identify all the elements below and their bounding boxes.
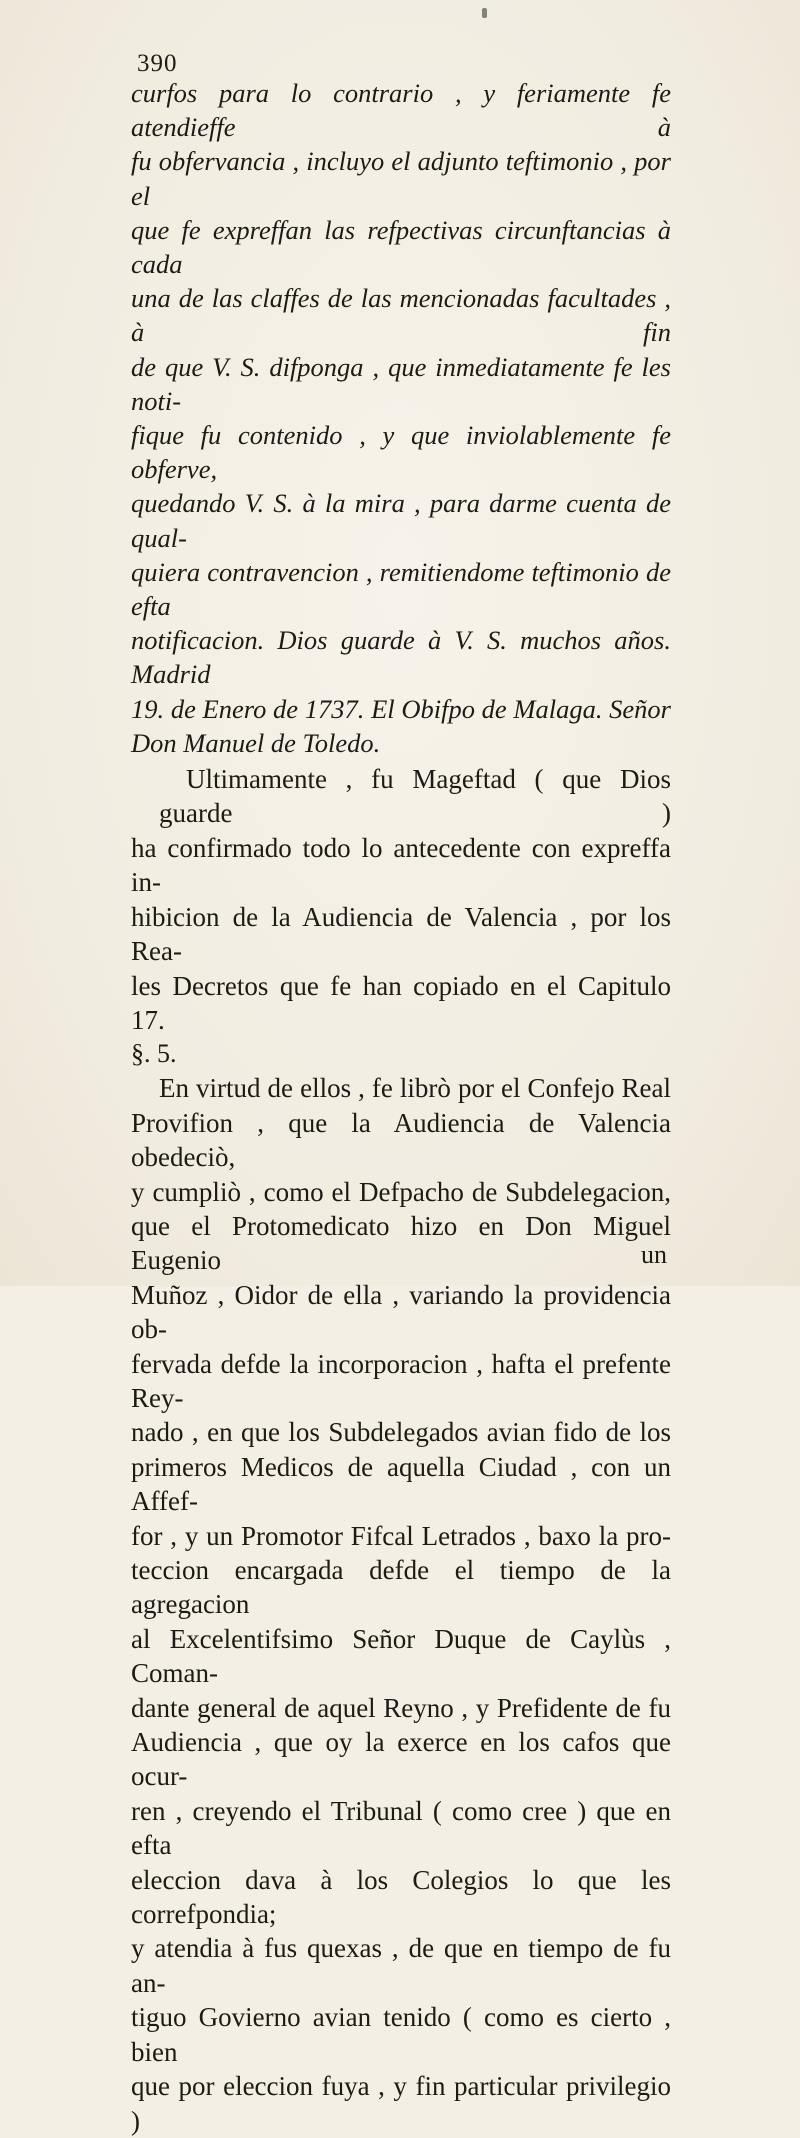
text-line: Muñoz , Oidor de ella , variando la providencia ob- xyxy=(131,1279,671,1345)
text-line: que fe expreffan las refpectivas circunftancias à cada xyxy=(131,214,671,280)
text-block xyxy=(131,76,671,2138)
text-line: quiera contravencion , remitiendome teftimonio de efta xyxy=(131,556,671,622)
paragraph-en-virtud xyxy=(131,1071,671,2138)
text-line: les Decretos que fe han copiado en el Capitulo 17. xyxy=(131,970,671,1035)
text-line: eleccion dava à los Colegios lo que les correfpondia; xyxy=(131,1864,671,1930)
text-line: Provifion , que la Audiencia de Valencia obedeciò, xyxy=(131,1107,671,1173)
text-line: dante general de aquel Reyno , y Prefidente de fu xyxy=(131,1692,671,1723)
text-line: curfos para lo contrario , y feriamente fe atendieffe à xyxy=(131,78,671,143)
text-line: al Excelentifsimo Señor Duque de Caylùs , Coman- xyxy=(131,1623,671,1689)
text-line: Don Manuel de Toledo. xyxy=(131,727,381,758)
text-line: teccion encargada defde el tiempo de la agregacion xyxy=(131,1555,671,1620)
text-line: una de las claffes de las mencionadas facultades , à fin xyxy=(131,283,671,348)
catchword: un xyxy=(641,1240,667,1269)
text-line: y atendia à fus quexas , de que en tiempo de fu an- xyxy=(131,1933,671,1998)
text-line: quedando V. S. à la mira , para darme cuenta de qual- xyxy=(131,488,671,553)
ink-mark xyxy=(482,8,487,18)
text-line: fu obfervancia , incluyo el adjunto teftimonio , por el xyxy=(131,146,671,211)
text-line: hibicion de la Audiencia de Valencia , por los Rea- xyxy=(131,901,671,967)
text-line: fervada defde la incorporacion , hafta el prefente Rey- xyxy=(131,1348,671,1413)
text-line: tiguo Govierno avian tenido ( como es cierto , bien xyxy=(131,2002,671,2067)
text-line: y cumpliò , como el Defpacho de Subdelegacion, xyxy=(131,1176,671,1207)
text-line: for , y un Promotor Fifcal Letrados , baxo la pro- xyxy=(131,1520,671,1551)
text-line: ren , creyendo el Tribunal ( como cree ) que en efta xyxy=(131,1795,671,1861)
text-line: fique fu contenido , y que inviolablemente fe obferve, xyxy=(131,420,671,485)
text-line: que por eleccion fuya , y fin particular privilegio ) xyxy=(131,2071,671,2136)
italic-letter-paragraph xyxy=(131,76,671,760)
text-line: notificacion. Dios guarde à V. S. muchos años. Madrid xyxy=(131,625,671,690)
text-line: nado , en que los Subdelegados avian fido de los xyxy=(131,1417,671,1448)
text-line: En virtud de ellos , fe librò por el Confejo Real xyxy=(159,1073,671,1104)
text-line: que el Protomedicato hizo en Don Miguel Eugenio xyxy=(131,1210,671,1276)
paragraph-ultimamente xyxy=(131,762,671,1037)
text-line: ha confirmado todo lo antecedente con expreffa in- xyxy=(131,832,671,898)
section-heading: §. 5. xyxy=(131,1039,177,1069)
text-line: primeros Medicos de aquella Ciudad , con un Affef- xyxy=(131,1451,671,1517)
page-number: 390 xyxy=(137,50,178,77)
text-line: Audiencia , que oy la exerce en los cafos que ocur- xyxy=(131,1727,671,1792)
text-line: Ultimamente , fu Mageftad ( que Dios guarde ) xyxy=(159,764,671,829)
text-line: 19. de Enero de 1737. El Obifpo de Malaga. Señor xyxy=(131,693,671,724)
text-line: de que V. S. difponga , que inmediatamente fe les noti- xyxy=(131,351,671,416)
